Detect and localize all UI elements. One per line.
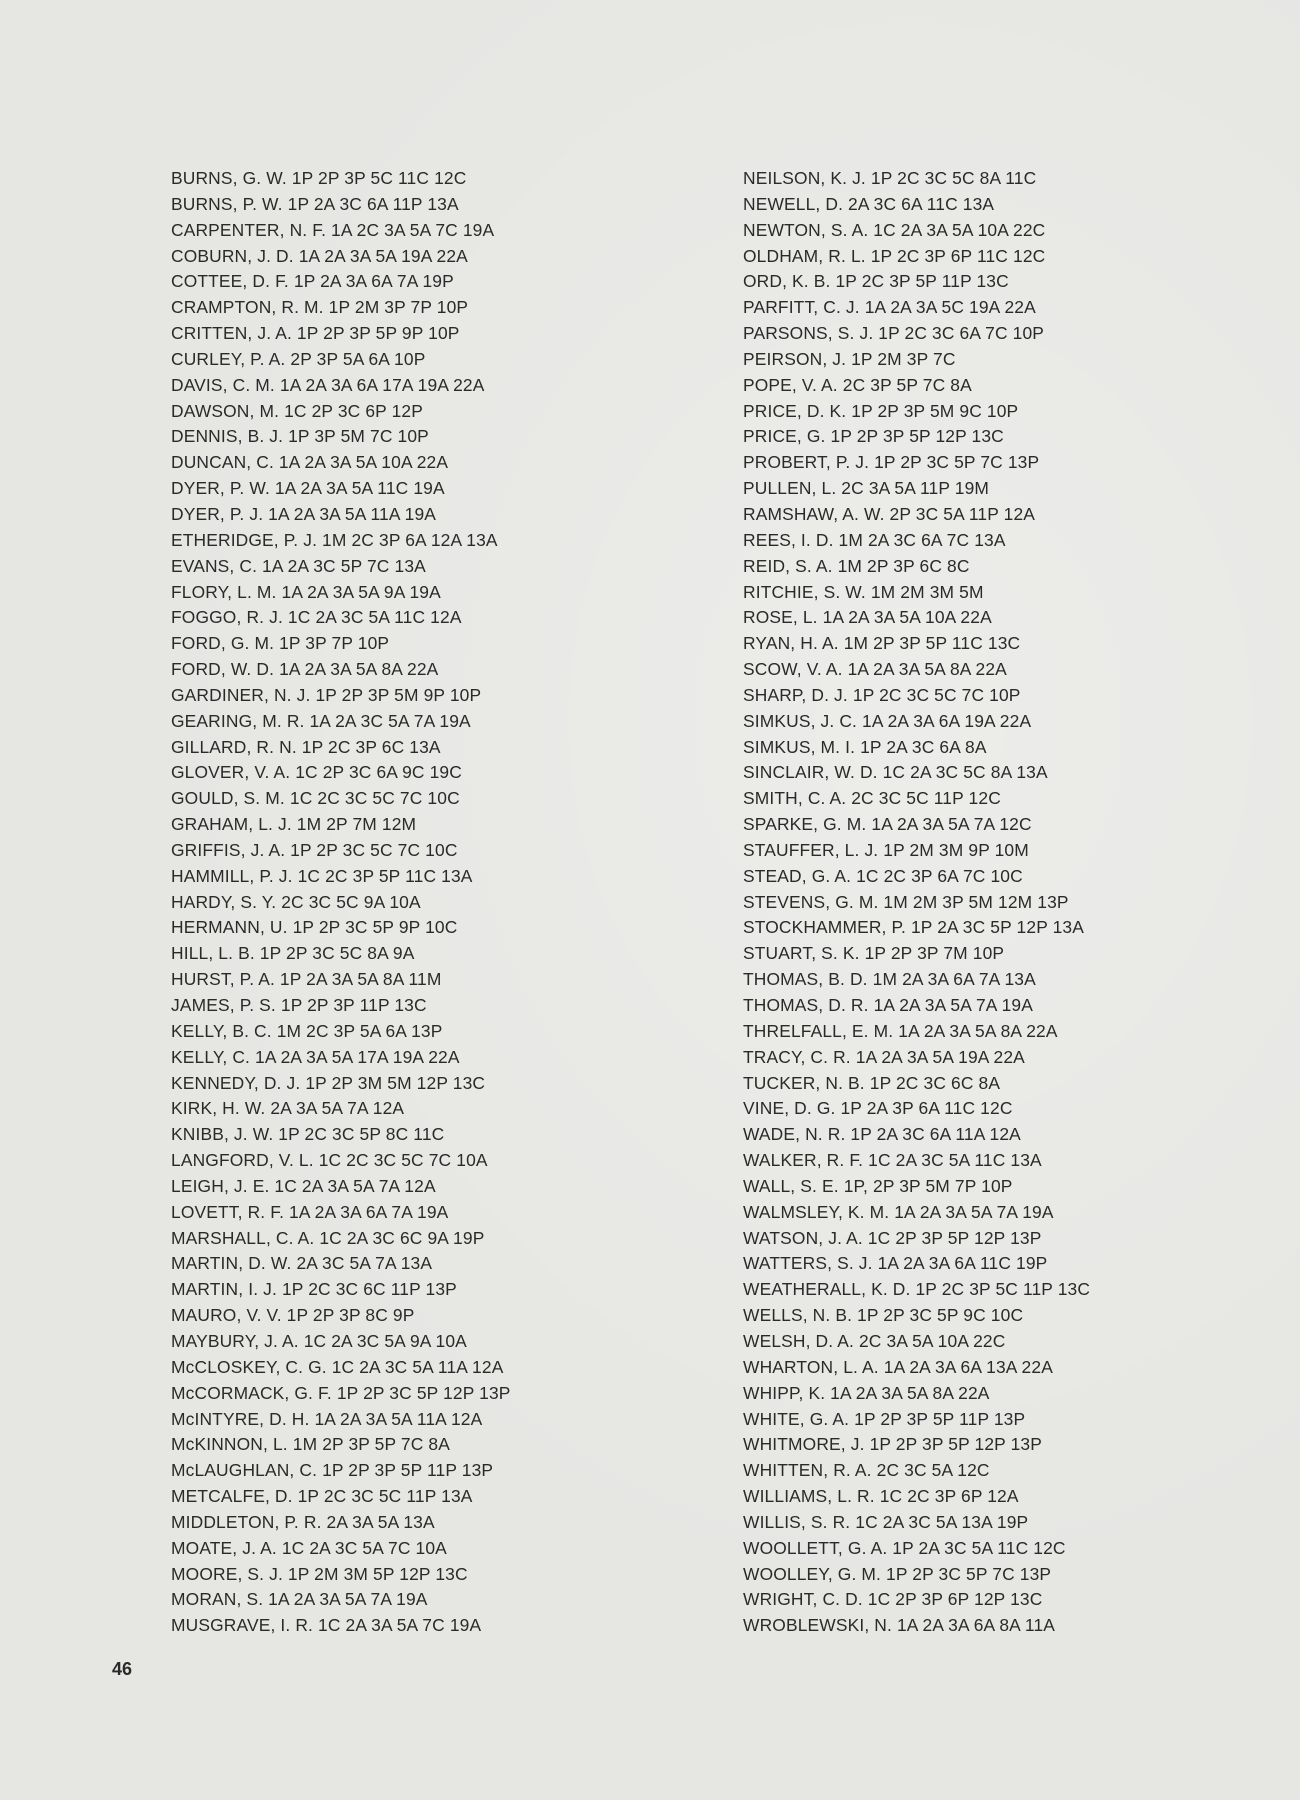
list-item: MAURO, V. V. 1P 2P 3P 8C 9P <box>171 1305 415 1326</box>
list-item: GRIFFIS, J. A. 1P 2P 3C 5C 7C 10C <box>171 839 458 860</box>
right-name-column <box>743 166 1090 1639</box>
list-item: SPARKE, G. M. 1A 2A 3A 5A 7A 12C <box>743 814 1032 835</box>
list-item: REES, I. D. 1M 2A 3C 6A 7C 13A <box>743 529 1006 550</box>
list-item: CRAMPTON, R. M. 1P 2M 3P 7P 10P <box>171 297 469 318</box>
list-item: PARSONS, S. J. 1P 2C 3C 6A 7C 10P <box>743 323 1045 344</box>
list-item: STAUFFER, L. J. 1P 2M 3M 9P 10M <box>743 839 1029 860</box>
list-item: STEVENS, G. M. 1M 2M 3P 5M 12M 13P <box>743 891 1069 912</box>
list-item: WHITE, G. A. 1P 2P 3P 5P 11P 13P <box>743 1408 1026 1429</box>
list-item: COTTEE, D. F. 1P 2A 3A 6A 7A 19P <box>171 271 454 292</box>
list-item: GOULD, S. M. 1C 2C 3C 5C 7C 10C <box>171 788 460 809</box>
list-item: HILL, L. B. 1P 2P 3C 5C 8A 9A <box>171 943 415 964</box>
list-item: DAVIS, C. M. 1A 2A 3A 6A 17A 19A 22A <box>171 374 485 395</box>
list-item: WALKER, R. F. 1C 2A 3C 5A 11C 13A <box>743 1150 1042 1171</box>
list-item: KELLY, C. 1A 2A 3A 5A 17A 19A 22A <box>171 1046 460 1067</box>
list-item: PEIRSON, J. 1P 2M 3P 7C <box>743 348 956 369</box>
list-item: FORD, W. D. 1A 2A 3A 5A 8A 22A <box>171 659 439 680</box>
list-item: NEWELL, D. 2A 3C 6A 11C 13A <box>743 193 995 214</box>
list-item: SINCLAIR, W. D. 1C 2A 3C 5C 8A 13A <box>743 762 1048 783</box>
list-item: LOVETT, R. F. 1A 2A 3A 6A 7A 19A <box>171 1201 449 1222</box>
list-item: JAMES, P. S. 1P 2P 3P 11P 13C <box>171 995 427 1015</box>
list-item: MARTIN, I. J. 1P 2C 3C 6C 11P 13P <box>171 1279 457 1300</box>
list-item: DAWSON, M. 1C 2P 3C 6P 12P <box>171 400 423 421</box>
list-item: STOCKHAMMER, P. 1P 2A 3C 5P 12P 13A <box>743 917 1085 938</box>
list-item: SIMKUS, J. C. 1A 2A 3A 6A 19A 22A <box>743 710 1032 731</box>
list-item: LANGFORD, V. L. 1C 2C 3C 5C 7C 10A <box>171 1150 488 1171</box>
list-item: HARDY, S. Y. 2C 3C 5C 9A 10A <box>171 891 421 912</box>
list-item: RITCHIE, S. W. 1M 2M 3M 5M <box>743 581 984 602</box>
list-item: GARDINER, N. J. 1P 2P 3P 5M 9P 10P <box>171 684 482 705</box>
list-item: PULLEN, L. 2C 3A 5A 11P 19M <box>743 478 990 499</box>
list-item: THOMAS, B. D. 1M 2A 3A 6A 7A 13A <box>743 969 1036 990</box>
list-item: COBURN, J. D. 1A 2A 3A 5A 19A 22A <box>171 245 468 266</box>
list-item: ETHERIDGE, P. J. 1M 2C 3P 6A 12A 13A <box>171 529 498 550</box>
list-item: WHITTEN, R. A. 2C 3C 5A 12C <box>743 1460 990 1481</box>
list-item: WILLIS, S. R. 1C 2A 3C 5A 13A 19P <box>743 1511 1029 1532</box>
list-item: SCOW, V. A. 1A 2A 3A 5A 8A 22A <box>743 659 1007 680</box>
list-item: FORD, G. M. 1P 3P 7P 10P <box>171 633 390 654</box>
list-item: STUART, S. K. 1P 2P 3P 7M 10P <box>743 943 1005 964</box>
list-item: GLOVER, V. A. 1C 2P 3C 6A 9C 19C <box>171 762 462 783</box>
list-item: ROSE, L. 1A 2A 3A 5A 10A 22A <box>743 607 992 628</box>
list-item: POPE, V. A. 2C 3P 5P 7C 8A <box>743 374 972 395</box>
list-item: WELSH, D. A. 2C 3A 5A 10A 22C <box>743 1330 1006 1351</box>
list-item: SMITH, C. A. 2C 3C 5C 11P 12C <box>743 788 1001 809</box>
list-item: WADE, N. R. 1P 2A 3C 6A 11A 12A <box>743 1124 1021 1145</box>
list-item: DYER, P. J. 1A 2A 3A 5A 11A 19A <box>171 503 437 524</box>
list-item: LEIGH, J. E. 1C 2A 3A 5A 7A 12A <box>171 1175 436 1196</box>
list-item: WALL, S. E. 1P, 2P 3P 5M 7P 10P <box>743 1175 1013 1196</box>
list-item: CRITTEN, J. A. 1P 2P 3P 5P 9P 10P <box>171 323 460 344</box>
list-item: McLAUGHLAN, C. 1P 2P 3P 5P 11P 13P <box>171 1460 494 1481</box>
list-item: FOGGO, R. J. 1C 2A 3C 5A 11C 12A <box>171 607 462 628</box>
list-item: GEARING, M. R. 1A 2A 3C 5A 7A 19A <box>171 710 471 731</box>
list-item: WALMSLEY, K. M. 1A 2A 3A 5A 7A 19A <box>743 1201 1054 1222</box>
list-item: GILLARD, R. N. 1P 2C 3P 6C 13A <box>171 736 441 757</box>
list-item: PARFITT, C. J. 1A 2A 3A 5C 19A 22A <box>743 297 1036 318</box>
list-item: WOOLLEY, G. M. 1P 2P 3C 5P 7C 13P <box>743 1563 1052 1584</box>
list-item: WOOLLETT, G. A. 1P 2A 3C 5A 11C 12C <box>743 1537 1066 1558</box>
list-item: McKINNON, L. 1M 2P 3P 5P 7C 8A <box>171 1434 451 1455</box>
list-item: PRICE, D. K. 1P 2P 3P 5M 9C 10P <box>743 400 1019 421</box>
list-item: WATTERS, S. J. 1A 2A 3A 6A 11C 19P <box>743 1253 1048 1274</box>
list-item: CURLEY, P. A. 2P 3P 5A 6A 10P <box>171 348 426 369</box>
list-item: TUCKER, N. B. 1P 2C 3C 6C 8A <box>743 1072 1001 1093</box>
list-item: CARPENTER, N. F. 1A 2C 3A 5A 7C 19A <box>171 219 495 240</box>
list-item: MARTIN, D. W. 2A 3C 5A 7A 13A <box>171 1253 433 1274</box>
list-item: McCORMACK, G. F. 1P 2P 3C 5P 12P 13P <box>171 1382 511 1403</box>
list-item: WRIGHT, C. D. 1C 2P 3P 6P 12P 13C <box>743 1589 1043 1610</box>
list-item: NEWTON, S. A. 1C 2A 3A 5A 10A 22C <box>743 219 1046 240</box>
page-number: 46 <box>112 1659 133 1679</box>
list-item: MOORE, S. J. 1P 2M 3M 5P 12P 13C <box>171 1563 468 1584</box>
list-item: HERMANN, U. 1P 2P 3C 5P 9P 10C <box>171 917 458 938</box>
list-item: NEILSON, K. J. 1P 2C 3C 5C 8A 11C <box>743 168 1037 188</box>
list-item: WELLS, N. B. 1P 2P 3C 5P 9C 10C <box>743 1305 1024 1326</box>
list-item: SIMKUS, M. I. 1P 2A 3C 6A 8A <box>743 736 987 757</box>
list-item: DYER, P. W. 1A 2A 3A 5A 11C 19A <box>171 478 445 499</box>
list-item: WHITMORE, J. 1P 2P 3P 5P 12P 13P <box>743 1434 1042 1455</box>
list-item: PROBERT, P. J. 1P 2P 3C 5P 7C 13P <box>743 452 1040 473</box>
list-item: MARSHALL, C. A. 1C 2A 3C 6C 9A 19P <box>171 1227 485 1248</box>
left-name-column <box>171 166 511 1639</box>
list-item: RAMSHAW, A. W. 2P 3C 5A 11P 12A <box>743 503 1036 524</box>
list-item: ORD, K. B. 1P 2C 3P 5P 11P 13C <box>743 271 1009 292</box>
list-item: RYAN, H. A. 1M 2P 3P 5P 11C 13C <box>743 633 1021 654</box>
list-item: METCALFE, D. 1P 2C 3C 5C 11P 13A <box>171 1486 473 1507</box>
list-item: MORAN, S. 1A 2A 3A 5A 7A 19A <box>171 1589 428 1610</box>
list-item: THRELFALL, E. M. 1A 2A 3A 5A 8A 22A <box>743 1020 1058 1041</box>
list-item: GRAHAM, L. J. 1M 2P 7M 12M <box>171 814 417 835</box>
list-item: McINTYRE, D. H. 1A 2A 3A 5A 11A 12A <box>171 1408 483 1429</box>
list-item: WHARTON, L. A. 1A 2A 3A 6A 13A 22A <box>743 1356 1053 1377</box>
list-item: DUNCAN, C. 1A 2A 3A 5A 10A 22A <box>171 452 449 473</box>
list-item: KIRK, H. W. 2A 3A 5A 7A 12A <box>171 1098 405 1119</box>
list-item: WEATHERALL, K. D. 1P 2C 3P 5C 11P 13C <box>743 1279 1091 1300</box>
list-item: BURNS, P. W. 1P 2A 3C 6A 11P 13A <box>171 193 459 214</box>
list-item: WATSON, J. A. 1C 2P 3P 5P 12P 13P <box>743 1227 1042 1248</box>
list-item: FLORY, L. M. 1A 2A 3A 5A 9A 19A <box>171 581 441 602</box>
list-item: REID, S. A. 1M 2P 3P 6C 8C <box>743 555 970 576</box>
list-item: STEAD, G. A. 1C 2C 3P 6A 7C 10C <box>743 865 1023 886</box>
list-item: McCLOSKEY, C. G. 1C 2A 3C 5A 11A 12A <box>171 1356 504 1377</box>
list-item: WILLIAMS, L. R. 1C 2C 3P 6P 12A <box>743 1486 1019 1507</box>
list-item: TRACY, C. R. 1A 2A 3A 5A 19A 22A <box>743 1046 1025 1067</box>
list-item: THOMAS, D. R. 1A 2A 3A 5A 7A 19A <box>743 995 1033 1015</box>
list-item: MAYBURY, J. A. 1C 2A 3C 5A 9A 10A <box>171 1330 467 1351</box>
list-item: MOATE, J. A. 1C 2A 3C 5A 7C 10A <box>171 1537 447 1558</box>
list-item: OLDHAM, R. L. 1P 2C 3P 6P 11C 12C <box>743 245 1046 266</box>
list-item: KELLY, B. C. 1M 2C 3P 5A 6A 13P <box>171 1020 443 1041</box>
list-item: KENNEDY, D. J. 1P 2P 3M 5M 12P 13C <box>171 1072 486 1093</box>
list-item: PRICE, G. 1P 2P 3P 5P 12P 13C <box>743 426 1004 447</box>
list-item: HURST, P. A. 1P 2A 3A 5A 8A 11M <box>171 969 442 990</box>
list-item: VINE, D. G. 1P 2A 3P 6A 11C 12C <box>743 1098 1013 1119</box>
list-item: MIDDLETON, P. R. 2A 3A 5A 13A <box>171 1511 435 1532</box>
list-item: WROBLEWSKI, N. 1A 2A 3A 6A 8A 11A <box>743 1615 1056 1636</box>
list-item: KNIBB, J. W. 1P 2C 3C 5P 8C 11C <box>171 1124 445 1145</box>
list-item: SHARP, D. J. 1P 2C 3C 5C 7C 10P <box>743 684 1021 705</box>
list-item: HAMMILL, P. J. 1C 2C 3P 5P 11C 13A <box>171 865 473 886</box>
list-item: EVANS, C. 1A 2A 3C 5P 7C 13A <box>171 555 426 576</box>
list-item: WHIPP, K. 1A 2A 3A 5A 8A 22A <box>743 1382 990 1403</box>
list-item: DENNIS, B. J. 1P 3P 5M 7C 10P <box>171 426 429 447</box>
list-item: MUSGRAVE, I. R. 1C 2A 3A 5A 7C 19A <box>171 1615 482 1636</box>
list-item: BURNS, G. W. 1P 2P 3P 5C 11C 12C <box>171 168 467 188</box>
